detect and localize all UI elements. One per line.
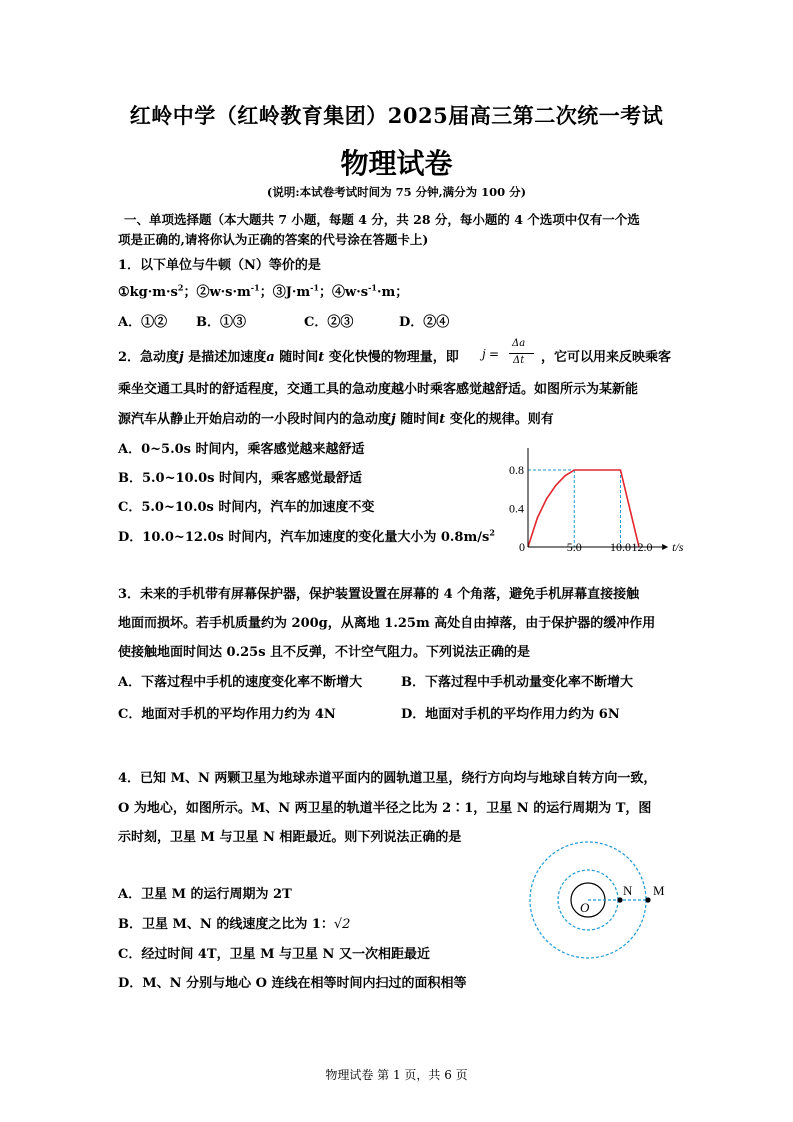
- q3-stem-line3: 使接触地面时间达 0.25s 且不反弹，不计空气阻力。下列说法正确的是: [118, 645, 531, 660]
- x-tick-label-0: 5.0: [566, 540, 582, 554]
- x-tick-label-2: 12.0: [631, 540, 653, 554]
- q2-stem-line1: 2．急动度j 是描述加速度a 随时间t 变化快慢的物理量，即: [118, 350, 459, 365]
- satellite-n: [617, 897, 622, 902]
- label-o: O: [580, 900, 590, 915]
- q4-option-b[interactable]: B．卫星 M、N 的线速度之比为 1：√2: [118, 917, 351, 932]
- q2-option-a[interactable]: A．0~5.0s 时间内，乘客感觉越来越舒适: [118, 442, 365, 457]
- label-m: M: [653, 883, 665, 898]
- q1-stem: 1．以下单位与牛顿（N）等价的是: [118, 258, 321, 273]
- q2-option-d[interactable]: D．10.0~12.0s 时间内，汽车加速度的变化量大小为 $0.8m/s^2$: [118, 527, 495, 545]
- q4-stem-line3: 示时刻，卫星 M 与卫星 N 相距最近。则下列说法正确的是: [118, 830, 462, 845]
- q2-stem-line1-end: ，它可以用来反映乘客: [541, 350, 672, 365]
- y-tick-label-1: 0.8: [509, 463, 524, 477]
- q3-option-b[interactable]: B．下落过程中手机动量变化率不断增大: [401, 675, 633, 690]
- x-axis-label: t/s: [672, 540, 684, 554]
- q2-option-c[interactable]: C．5.0~10.0s 时间内，汽车的加速度不变: [118, 500, 375, 515]
- q3-stem-line2: 地面而损坏。若手机质量约为 200g，从离地 1.25m 高处自由掉落，由于保护器的缓冲作用: [118, 616, 656, 631]
- x-tick-label-1: 10.0: [610, 540, 631, 554]
- jerk-curve: [528, 470, 639, 547]
- satellite-m: [645, 897, 650, 902]
- section-heading-line2: 项是正确的,请将你认为正确的答案的代号涂在答题卡上): [118, 232, 429, 247]
- q1-units: $①kg\cdot m\cdot s^2$；$②w\cdot s\cdot m^{-1}$；$③J\cdot m^{-1}$；$④w\cdot s^{-1}\cdot m$；: [118, 282, 409, 300]
- jerk-time-chart: [500, 448, 700, 558]
- q4-option-d[interactable]: D．M、N 分别与地心 O 连线在相等时间内扫过的面积相等: [118, 976, 467, 991]
- orbit-diagram: [526, 835, 686, 965]
- exam-note: (说明:本试卷考试时间为 75 分钟,满分为 100 分): [266, 185, 527, 199]
- x-axis-arrow: [662, 544, 668, 550]
- q3-option-d[interactable]: D．地面对手机的平均作用力约为 6N: [401, 707, 620, 722]
- q1-option-d[interactable]: D．②④: [399, 315, 450, 330]
- q3-stem-line1: 3．未来的手机带有屏幕保护器，保护装置设置在屏幕的 4 个角落，避免手机屏幕直接接触: [118, 587, 640, 602]
- subject-title: 物理试卷: [340, 147, 453, 180]
- q1-option-a[interactable]: A．①②: [118, 315, 168, 330]
- q1-option-b[interactable]: B．①③: [196, 315, 246, 330]
- page-footer: 物理试卷 第 1 页，共 6 页: [325, 1068, 468, 1082]
- q3-option-c[interactable]: C．地面对手机的平均作用力约为 4N: [118, 707, 336, 722]
- q2-option-b[interactable]: B．5.0~10.0s 时间内，乘客感觉最舒适: [118, 471, 363, 486]
- school-title: 红岭中学（红岭教育集团）2025届高三第二次统一考试: [129, 103, 664, 128]
- q2-stem-line2: 乘坐交通工具时的舒适程度，交通工具的急动度越小时乘客感觉越舒适。如图所示为某新能: [118, 382, 639, 397]
- q4-option-a[interactable]: A．卫星 M 的运行周期为 2T: [118, 887, 292, 902]
- q2-stem-line3: 源汽车从静止开始启动的一小段时间内的急动度j 随时间t 变化的规律。则有: [118, 412, 554, 427]
- label-n: N: [623, 883, 633, 898]
- origin-label: 0: [519, 540, 525, 554]
- q4-stem-line2: O 为地心，如图所示。M、N 两卫星的轨道半径之比为 2∶1，卫星 N 的运行周期为 T，图: [118, 801, 652, 816]
- section-heading-line1: 一、单项选择题（本大题共 7 小题，每题 4 分，共 28 分，每小题的 4 个选项中仅有一个选: [124, 212, 640, 227]
- q3-option-a[interactable]: A．下落过程中手机的速度变化率不断增大: [118, 675, 363, 690]
- q4-stem-line1: 4．已知 M、N 两颗卫星为地球赤道平面内的圆轨道卫星，绕行方向均与地球自转方向一致，: [118, 771, 657, 786]
- y-tick-label-0: 0.4: [509, 501, 524, 516]
- q1-option-c[interactable]: C．②③: [304, 315, 354, 330]
- q4-option-c[interactable]: C．经过时间 4T，卫星 M 与卫星 N 又一次相距最近: [118, 947, 430, 962]
